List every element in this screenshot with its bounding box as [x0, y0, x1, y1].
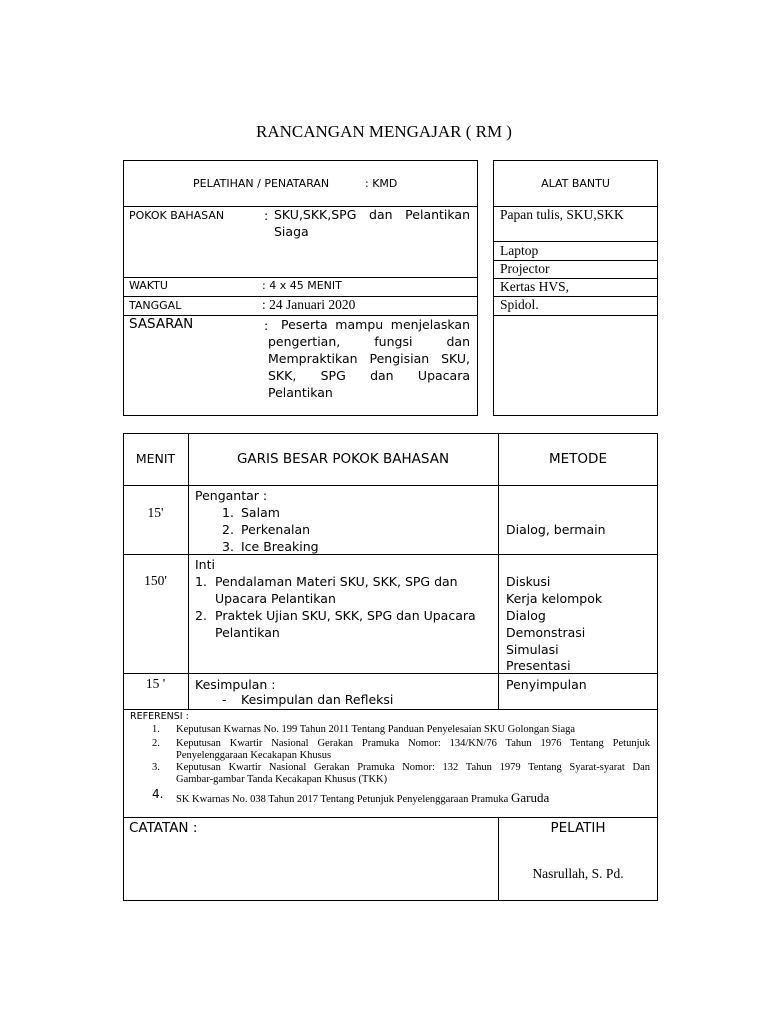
list-number: 2.: [195, 608, 207, 623]
ref-item: [176, 790, 549, 806]
divider: [498, 433, 499, 709]
page-title: RANCANGAN MENGAJAR ( RM ): [256, 122, 512, 141]
sasaran-line: Pelantikan: [268, 385, 333, 400]
sasaran-label: SASARAN: [129, 316, 194, 332]
ref-item: Keputusan Kwartir Nasional Gerakan Pramuka Nomor: 134/KN/76 Tahun 1976 Tentang Petunjuk: [176, 738, 650, 749]
sasaran-line: Mempraktikan Pengisian SKU,: [268, 351, 470, 366]
list-item: Upacara Pelantikan: [215, 591, 336, 606]
header-metode: METODE: [549, 451, 607, 467]
list-item: Pendalaman Materi SKU, SKK, SPG dan: [215, 574, 458, 589]
pelatihan-label: PELATIHAN / PENATARAN: [193, 177, 330, 190]
divider: [493, 315, 658, 316]
pokok-value-line2: Siaga: [274, 224, 309, 239]
row-menit: 15 ': [145, 676, 166, 691]
alat-bantu-item: Spidol.: [500, 297, 539, 312]
row-metode: Penyimpulan: [506, 677, 587, 692]
pokok-label: POKOK BAHASAN: [129, 209, 225, 222]
sasaran-line: SKK, SPG dan Upacara: [268, 368, 470, 383]
row-metode: Presentasi: [506, 658, 571, 673]
tanggal-value: : 24 Januari 2020: [262, 297, 356, 312]
row-menit: 150': [144, 573, 167, 588]
list-number: 1.: [222, 505, 234, 520]
ref-number: 2.: [152, 738, 160, 749]
ref-item-tail: Garuda: [510, 790, 550, 805]
ref-item: Keputusan Kwartir Nasional Gerakan Pramuka Nomor: 132 Tahun 1979 Tentang Syarat-syarat Dan: [176, 762, 650, 773]
alat-bantu-item: Laptop: [500, 243, 539, 258]
divider: [188, 433, 189, 709]
row-menit: 15': [147, 505, 164, 520]
row-metode: Dialog: [506, 608, 546, 623]
list-item: Kesimpulan dan Refleksi: [241, 692, 394, 707]
list-number: 1.: [195, 574, 207, 589]
row-metode: Kerja kelompok: [506, 591, 603, 606]
catatan-label: CATATAN :: [129, 820, 198, 836]
ref-item-text: SK Kwarnas No. 038 Tahun 2017 Tentang Petunjuk Penyelenggaraan Pramuka: [176, 794, 509, 805]
divider: [123, 817, 658, 818]
pelatihan-value: : KMD: [365, 177, 398, 190]
referensi-label: REFERENSI :: [130, 711, 189, 722]
alat-bantu-header: ALAT BANTU: [541, 177, 610, 190]
ref-number: 4.: [152, 787, 164, 801]
row-heading: Kesimpulan :: [195, 677, 276, 692]
row-heading: Inti: [195, 557, 215, 572]
row-metode: Demonstrasi: [506, 625, 586, 640]
tanggal-label: TANGGAL: [129, 299, 182, 312]
alat-bantu-item: Kertas HVS,: [500, 279, 569, 294]
pokok-value-line1: SKU,SKK,SPG dan Pelantikan: [274, 207, 470, 222]
divider: [493, 241, 658, 242]
ref-item: Gambar-gambar Tanda Kecakapan Khusus (TKK): [176, 774, 388, 785]
list-item: Perkenalan: [241, 522, 311, 537]
alat-bantu-item: Papan tulis, SKU,SKK: [500, 207, 624, 222]
sasaran-line: pengertian, fungsi dan: [268, 334, 470, 349]
sasaran-colon: :: [264, 318, 269, 333]
alat-bantu-item: Projector: [500, 261, 550, 276]
row-metode: Simulasi: [506, 642, 559, 657]
waktu-value: : 4 x 45 MENIT: [262, 279, 342, 292]
divider: [123, 277, 478, 278]
list-item: Pelantikan: [215, 625, 280, 640]
list-item: Ice Breaking: [241, 539, 319, 554]
divider: [123, 709, 658, 710]
header-menit: MENIT: [135, 451, 176, 466]
waktu-label: WAKTU: [129, 279, 168, 292]
pelatih-label: PELATIH: [550, 820, 606, 836]
sasaran-line: Peserta mampu menjelaskan: [281, 317, 470, 332]
pelatih-name: Nasrullah, S. Pd.: [532, 866, 624, 881]
list-item: Praktek Ujian SKU, SKK, SPG dan Upacara: [215, 608, 476, 623]
ref-number: 1.: [152, 724, 160, 735]
divider: [123, 673, 658, 674]
ref-item: Penyelenggaraan Kecakapan Khusus: [176, 750, 332, 761]
row-metode: Dialog, bermain: [506, 522, 606, 537]
list-item: Salam: [241, 505, 280, 520]
list-number: 2.: [222, 522, 234, 537]
divider: [123, 554, 658, 555]
list-number: -: [222, 692, 227, 707]
divider: [123, 485, 658, 486]
list-number: 3.: [222, 539, 234, 554]
row-metode: Diskusi: [506, 574, 551, 589]
ref-item: Keputusan Kwarnas No. 199 Tahun 2011 Tentang Panduan Penyelesaian SKU Golongan Siaga: [176, 724, 576, 735]
ref-number: 3.: [152, 762, 160, 773]
header-garis-besar: GARIS BESAR POKOK BAHASAN: [236, 451, 450, 467]
row-heading: Pengantar :: [195, 488, 268, 503]
pokok-colon: :: [264, 208, 269, 223]
